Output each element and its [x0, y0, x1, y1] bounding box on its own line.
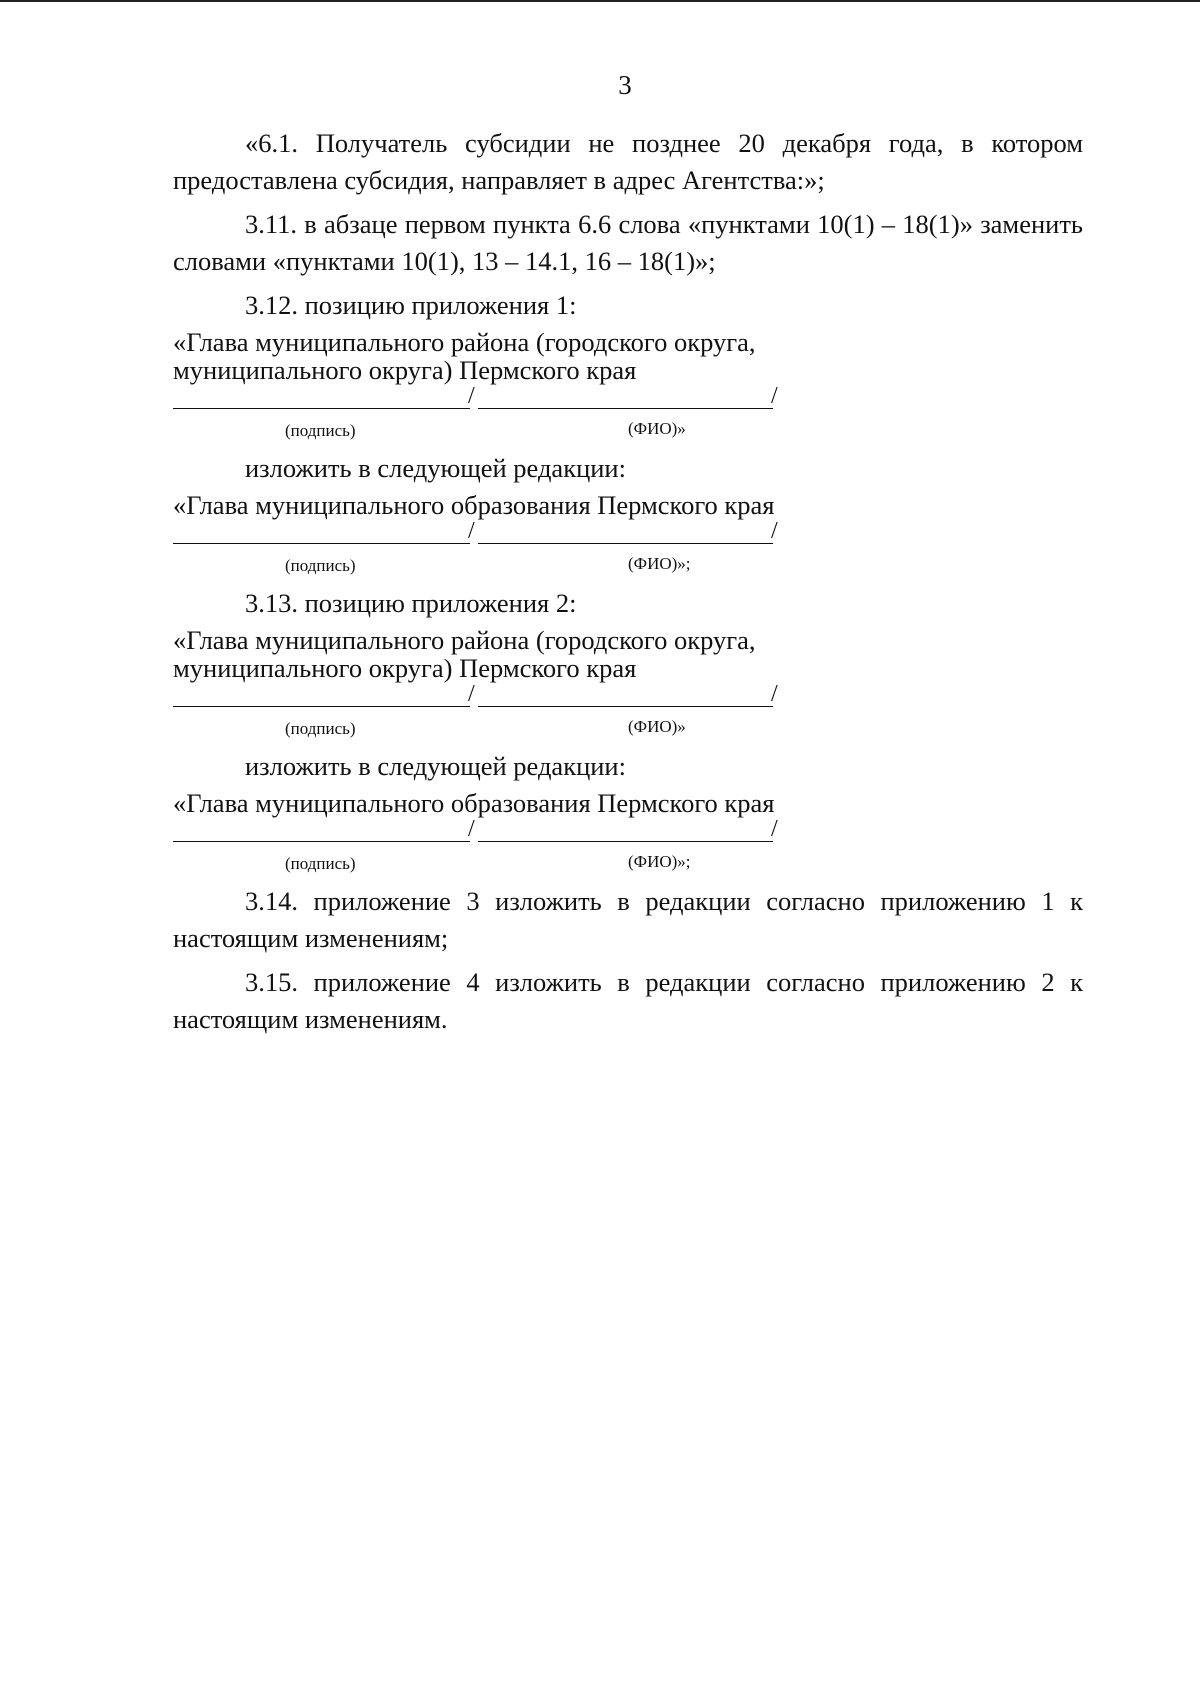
fio-line — [478, 408, 773, 409]
signature-block-3 — [173, 682, 1083, 738]
signature-line — [173, 543, 470, 544]
slash-separator: / — [468, 383, 475, 409]
slash-separator: / — [771, 681, 778, 707]
scan-top-edge — [0, 0, 1200, 2]
signature-line — [173, 841, 470, 842]
fio-caption: (ФИО)»; — [628, 554, 691, 573]
paragraph-3-14: 3.14. приложение 3 изложить в редакции согласно приложению 1 к настоящим изменениям; — [173, 886, 1083, 953]
paragraph-6-1: «6.1. Получатель субсидии не позднее 20 декабря года, в котором предоставлена субсидия, направляет в адрес Агентства:»; — [173, 128, 1083, 195]
signature-caption: (подпись) — [285, 421, 356, 440]
fio-line — [478, 841, 773, 842]
quote-old-position-2: «Глава муниципального района (городского округа, муниципального округа) Пермского края — [173, 625, 756, 683]
signature-caption: (подпись) — [285, 854, 356, 873]
signature-line — [173, 706, 470, 707]
document-body — [173, 125, 1083, 1038]
quote-new-position-1: «Глава муниципального образования Пермского края — [173, 490, 775, 520]
signature-line — [173, 408, 470, 409]
slash-separator: / — [771, 518, 778, 544]
slash-separator: / — [468, 518, 475, 544]
fio-caption: (ФИО)»; — [628, 852, 691, 871]
page-number: 3 — [618, 70, 632, 100]
paragraph-3-15: 3.15. приложение 4 изложить в редакции согласно приложению 2 к настоящим изменениям. — [173, 967, 1083, 1034]
signature-caption: (подпись) — [285, 719, 356, 738]
paragraph-3-11: 3.11. в абзаце первом пункта 6.6 слова «пунктами 10(1) – 18(1)» заменить словами «пунктами 10(1), 13 – 14.1, 16 – 18(1)»; — [173, 209, 1083, 276]
slash-separator: / — [771, 383, 778, 409]
signature-caption: (подпись) — [285, 556, 356, 575]
signature-block-4 — [173, 817, 1083, 873]
signature-block-2 — [173, 519, 1083, 575]
paragraph-3-12: 3.12. позицию приложения 1: — [245, 290, 577, 320]
quote-old-position-1: «Глава муниципального района (городского округа, муниципального округа) Пермского края — [173, 327, 756, 385]
fio-caption: (ФИО)» — [628, 419, 686, 438]
quote-new-position-2: «Глава муниципального образования Пермского края — [173, 788, 775, 818]
fio-line — [478, 706, 773, 707]
paragraph-3-13: 3.13. позицию приложения 2: — [245, 588, 577, 618]
slash-separator: / — [771, 816, 778, 842]
replace-label-1: изложить в следующей редакции: — [245, 453, 626, 483]
fio-line — [478, 543, 773, 544]
signature-block-1 — [173, 384, 1083, 440]
slash-separator: / — [468, 816, 475, 842]
slash-separator: / — [468, 681, 475, 707]
replace-label-2: изложить в следующей редакции: — [245, 751, 626, 781]
fio-caption: (ФИО)» — [628, 717, 686, 736]
